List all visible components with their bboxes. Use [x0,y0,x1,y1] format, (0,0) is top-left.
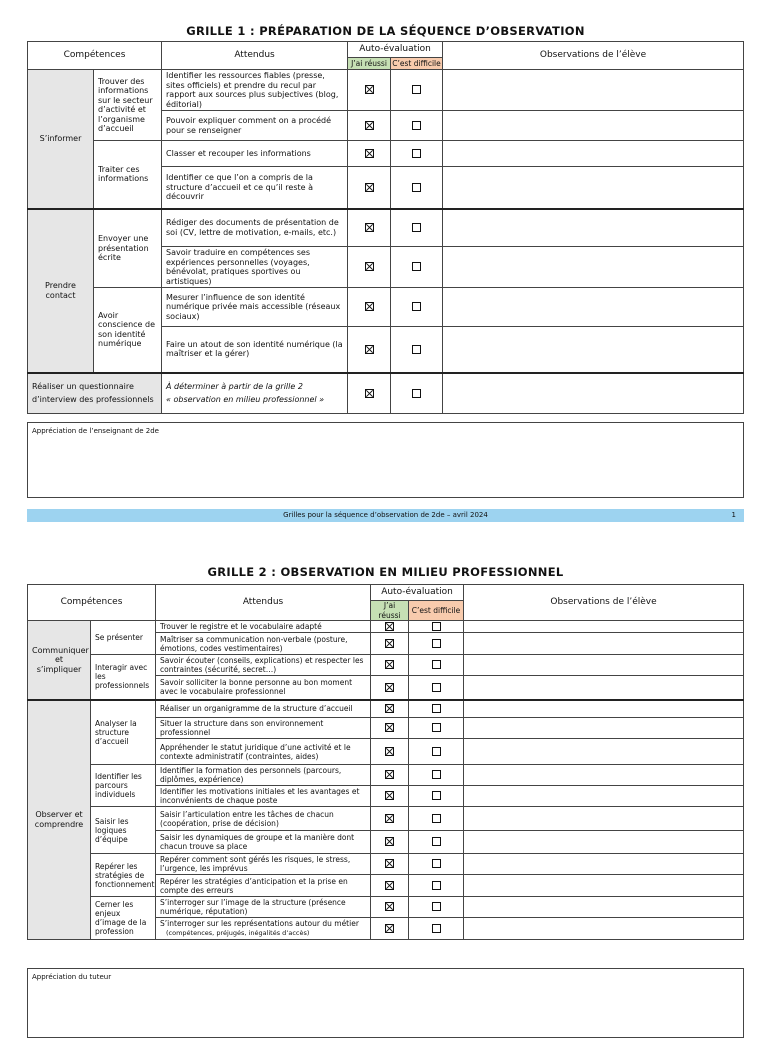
observation-cell[interactable] [443,70,744,111]
observation-cell[interactable] [464,786,744,807]
sub-competence-label: Traiter ces informations [94,141,162,209]
difficile-cell [391,327,443,373]
reussi-cell [348,167,391,209]
difficile-checkbox[interactable] [432,747,441,756]
difficile-cell [409,854,464,875]
observation-cell[interactable] [464,621,744,633]
reussi-cell [371,854,409,875]
table-row [28,807,744,831]
attendu-label: Identifier ce que l’on a compris de la structure d’accueil et ce qu’il reste à découvrir [166,173,314,201]
attendu-label: Saisir les dynamiques de groupe et la manière dont chacun trouve sa place [160,833,355,851]
observation-cell[interactable] [464,655,744,676]
attendu-text [162,141,348,167]
difficile-cell [409,765,464,786]
reussi-cell [371,700,409,718]
attendu-label: Repérer comment sont gérés les risques, le stress, l’urgence, les imprévus [160,855,351,873]
reussi-checkbox[interactable] [385,723,394,732]
attendu-text [156,897,371,918]
grid1-table [27,41,744,414]
attendu-label: Maîtriser sa communication non-verbale (posture, émotions, codes vestimentaires) [160,634,348,653]
observation-cell[interactable] [464,700,744,718]
grid1-title: GRILLE 1 : PRÉPARATION DE LA SÉQUENCE D’OBSERVATION [186,24,585,38]
reussi-checkbox[interactable] [385,639,394,648]
difficile-checkbox[interactable] [432,660,441,669]
observation-cell[interactable] [464,854,744,875]
difficile-checkbox[interactable] [412,121,421,130]
footer-text: Grilles pour la séquence d’observation de 2de – avril 2024 [283,511,488,519]
difficile-cell [391,141,443,167]
sub-competence-label: Saisir les logiques d’équipe [91,807,156,854]
attendu-label: Identifier les motivations initiales et les avantages et inconvénients de chaque poste [160,787,360,805]
observation-cell[interactable] [443,373,744,414]
reussi-checkbox[interactable] [365,149,374,158]
difficile-cell [409,676,464,700]
difficile-checkbox[interactable] [432,639,441,648]
difficile-cell [409,897,464,918]
reussi-cell [348,70,391,111]
attendu-text [156,918,371,940]
attendu-label: Mesurer l’influence de son identité numérique privée mais accessible (réseaux sociaux) [166,292,341,321]
reussi-cell [348,247,391,288]
reussi-cell [348,373,391,414]
reussi-cell [348,209,391,247]
reussi-cell [371,718,409,739]
attendu-text [156,786,371,807]
header-reussi: J’ai réussi [371,601,409,621]
header-auto-evaluation: Auto-évaluation [371,585,464,601]
difficile-cell [391,288,443,327]
reussi-cell [371,621,409,633]
observation-cell[interactable] [464,739,744,765]
reussi-checkbox[interactable] [385,881,394,890]
difficile-cell [409,621,464,633]
reussi-checkbox[interactable] [365,121,374,130]
attendu-text [156,621,371,633]
difficile-cell [391,111,443,141]
observation-cell[interactable] [464,875,744,897]
table-row [28,854,744,875]
attendu-text [156,854,371,875]
reussi-checkbox[interactable] [385,791,394,800]
reussi-cell [348,327,391,373]
attendu-label: Réaliser un organigramme de la structure d’accueil [160,704,353,714]
difficile-checkbox[interactable] [412,183,421,192]
reussi-cell [348,288,391,327]
difficile-checkbox[interactable] [412,262,421,271]
reussi-checkbox[interactable] [365,302,374,311]
difficile-checkbox[interactable] [432,837,441,846]
competence-group-label: S’informer [28,70,94,209]
difficile-cell [391,247,443,288]
reussi-cell [371,739,409,765]
difficile-cell [409,700,464,718]
reussi-checkbox[interactable] [385,747,394,756]
attendu-label: Identifier la formation des personnels (parcours, diplômes, expérience) [160,766,342,784]
attendu-text [156,718,371,739]
difficile-cell [409,918,464,940]
reussi-checkbox[interactable] [365,223,374,232]
reussi-checkbox[interactable] [385,704,394,713]
attendu-label: Faire un atout de son identité numérique (la maîtriser et la gérer) [166,339,343,359]
sub-competence-label: Avoir conscience de son identité numérique [94,288,162,373]
attendu-label: S’interroger sur l’image de la structure (présence numérique, réputation) [160,898,346,916]
tutor-comment-box[interactable] [27,968,744,1038]
reussi-checkbox[interactable] [385,622,394,631]
difficile-cell [409,831,464,854]
reussi-cell [371,633,409,655]
table-row [28,373,744,414]
attendu-text [156,633,371,655]
competence-group-label: Observer et comprendre [28,700,91,940]
attendu-text [162,327,348,373]
difficile-checkbox[interactable] [432,622,441,631]
reussi-checkbox[interactable] [385,770,394,779]
reussi-cell [371,918,409,940]
difficile-checkbox[interactable] [432,924,441,933]
observation-cell[interactable] [443,209,744,247]
header-auto-evaluation: Auto-évaluation [348,42,443,58]
table-row [28,70,744,111]
reussi-checkbox[interactable] [385,660,394,669]
attendu-label: Classer et recouper les informations [166,148,311,158]
table-row [28,209,744,247]
reussi-checkbox[interactable] [365,262,374,271]
difficile-checkbox[interactable] [432,683,441,692]
table-row [28,655,744,676]
attendu-text [156,875,371,897]
reussi-cell [348,111,391,141]
reussi-cell [371,875,409,897]
reussi-cell [371,676,409,700]
page-footer [27,509,744,522]
difficile-cell [409,807,464,831]
difficile-checkbox[interactable] [412,345,421,354]
reussi-cell [371,807,409,831]
header-competences: Compétences [28,42,162,70]
observation-cell[interactable] [464,807,744,831]
observation-cell[interactable] [464,718,744,739]
competence-group-label: Prendre contact [28,209,94,373]
teacher-comment-label: Appréciation de l’enseignant de 2de [32,427,159,435]
header-competences: Compétences [28,585,156,621]
sub-competence-label: Trouver des informations sur le secteur d’activité et l’organisme d’accueil [94,70,162,141]
sub-competence-label: Identifier les parcours individuels [91,765,156,807]
observation-cell[interactable] [443,141,744,167]
difficile-cell [409,786,464,807]
observation-cell[interactable] [464,897,744,918]
attendu-text [162,111,348,141]
reussi-cell [371,831,409,854]
observation-cell[interactable] [464,633,744,655]
reussi-checkbox[interactable] [365,183,374,192]
competence-group-label: Communiquer et s’impliquer [28,621,91,700]
attendu-text [162,167,348,209]
difficile-checkbox[interactable] [432,814,441,823]
difficile-checkbox[interactable] [432,770,441,779]
reussi-checkbox[interactable] [385,814,394,823]
attendu-text [156,807,371,831]
observation-cell[interactable] [443,111,744,141]
reussi-checkbox[interactable] [385,902,394,911]
reussi-checkbox[interactable] [365,85,374,94]
difficile-checkbox[interactable] [412,302,421,311]
attendu-label-2: « observation en milieu professionnel » [166,395,325,405]
difficile-cell [391,70,443,111]
difficile-checkbox[interactable] [432,704,441,713]
difficile-cell [409,739,464,765]
difficile-checkbox[interactable] [432,859,441,868]
reussi-cell [348,141,391,167]
attendu-subtext: (compétences, préjugés, inégalités d’accès) [166,929,310,937]
attendu-text [156,739,371,765]
reussi-checkbox[interactable] [385,837,394,846]
reussi-checkbox[interactable] [365,345,374,354]
teacher-comment-box[interactable] [27,422,744,498]
sub-competence-label: Envoyer une présentation écrite [94,209,162,288]
sub-competence-label: Cerner les enjeux d’image de la profession [91,897,156,940]
difficile-checkbox[interactable] [412,85,421,94]
attendu-text [162,209,348,247]
table-row [28,621,744,633]
observation-cell[interactable] [464,831,744,854]
attendu-label: Saisir l’articulation entre les tâches de chacun (coopération, prise de décision) [160,809,334,828]
attendu-label: Trouver le registre et le vocabulaire adapté [160,622,322,631]
attendu-text [156,700,371,718]
table-row [28,897,744,918]
sub-competence-label: Interagir avec les professionnels [91,655,156,700]
header-difficile: C’est difficile [409,601,464,621]
reussi-cell [371,655,409,676]
grid2-table [27,584,744,940]
attendu-label: À déterminer à partir de la grille 2 [166,382,303,392]
table-row [28,141,744,167]
attendu-text [162,373,348,414]
attendu-text [156,765,371,786]
difficile-checkbox[interactable] [432,791,441,800]
attendu-text [156,676,371,700]
observation-cell[interactable] [443,247,744,288]
sub-competence-label: Analyser la structure d’accueil [91,700,156,765]
observation-cell[interactable] [443,167,744,209]
header-observations: Observations de l’élève [443,42,744,70]
sub-competence-label: Se présenter [91,621,156,655]
attendu-label: Pouvoir expliquer comment on a procédé pour se renseigner [166,116,332,135]
table-row [28,765,744,786]
tutor-comment-label: Appréciation du tuteur [32,973,112,981]
difficile-checkbox[interactable] [432,881,441,890]
attendu-label: Savoir écouter (conseils, explications) et respecter les contraintes (sécurité, secret…) [160,656,364,674]
difficile-cell [409,875,464,897]
difficile-cell [409,718,464,739]
difficile-cell [391,209,443,247]
reussi-checkbox[interactable] [385,924,394,933]
attendu-label: S’interroger sur les représentations autour du métier [160,919,359,928]
reussi-cell [371,786,409,807]
attendu-label: Savoir solliciter la bonne personne au bon moment avec le vocabulaire professionnel [160,678,353,697]
attendu-label: Identifier les ressources fiables (presse, sites officiels) et prendre du recul par rapport aux sources plus subjectives (blog, éditorial) [166,71,339,109]
page-number: 1 [731,511,736,519]
attendu-label: Rédiger des documents de présentation de soi (CV, lettre de motivation, e-mails, etc.) [166,218,339,237]
difficile-cell [409,655,464,676]
difficile-cell [391,167,443,209]
attendu-label: Situer la structure dans son environnement professionnel [160,719,324,737]
observation-cell[interactable] [464,676,744,700]
header-observations: Observations de l’élève [464,585,744,621]
difficile-checkbox[interactable] [412,149,421,158]
attendu-text [156,655,371,676]
header-attendus: Attendus [162,42,348,70]
attendu-text [156,831,371,854]
difficile-checkbox[interactable] [432,902,441,911]
difficile-checkbox[interactable] [412,223,421,232]
attendu-label: Repérer les stratégies d’anticipation et la prise en compte des erreurs [160,876,348,895]
attendu-label: Appréhender le statut juridique d’une activité et le contexte administratif (contraintes, aides) [160,742,351,761]
difficile-cell [391,373,443,414]
header-difficile: C’est difficile [392,58,441,68]
header-reussi: J’ai réussi [348,58,391,70]
grid2-title: GRILLE 2 : OBSERVATION EN MILIEU PROFESSIONNEL [207,565,564,579]
observation-cell[interactable] [443,288,744,327]
grid2-section [27,565,744,579]
grid1-section [27,24,744,38]
table-row [28,700,744,718]
reussi-checkbox[interactable] [385,859,394,868]
reussi-checkbox[interactable] [365,389,374,398]
difficile-cell [409,633,464,655]
reussi-cell [371,897,409,918]
attendu-text [162,288,348,327]
reussi-checkbox[interactable] [385,683,394,692]
attendu-text [162,247,348,288]
observation-cell[interactable] [443,327,744,373]
table-row [28,288,744,327]
attendu-label: Savoir traduire en compétences ses expériences personnelles (voyages, bénévolat, pratiques sportives ou artistiques) [166,248,310,286]
questionnaire-label: Réaliser un questionnaire d’interview des professionnels [28,373,162,414]
observation-cell[interactable] [464,918,744,940]
difficile-checkbox[interactable] [432,723,441,732]
sub-competence-label: Repérer les stratégies de fonctionnement [91,854,156,897]
reussi-cell [371,765,409,786]
attendu-text [162,70,348,111]
header-attendus: Attendus [156,585,371,621]
observation-cell[interactable] [464,765,744,786]
difficile-checkbox[interactable] [412,389,421,398]
